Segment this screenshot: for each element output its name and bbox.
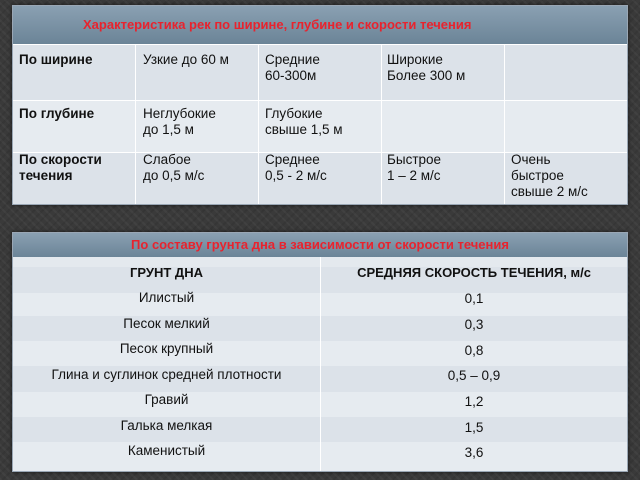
table-row-speed: 3,6 <box>464 445 484 460</box>
table-row-soil: Илистый <box>138 290 195 305</box>
table-row-soil: Глина и суглинок средней плотности <box>51 367 282 382</box>
table-row-speed: 0,8 <box>464 343 484 358</box>
table1-title: Характеристика рек по ширине, глубине и скорости течения <box>13 6 627 45</box>
cell-depth-deep: Глубокие свыше 1,5 м <box>265 106 343 137</box>
table-row-speed: 0,1 <box>464 291 484 306</box>
row-label-width: По ширине <box>19 52 93 67</box>
column-header-soil: ГРУНТ ДНА <box>130 265 203 280</box>
table-row-soil: Песок мелкий <box>123 316 210 331</box>
table-row-speed: 0,5 – 0,9 <box>447 368 501 383</box>
table-row-soil: Песок крупный <box>119 341 214 356</box>
table-row-speed: 1,2 <box>464 394 484 409</box>
cell-width-narrow: Узкие до 60 м <box>143 52 229 67</box>
cell-speed-fast: Быстрое 1 – 2 м/с <box>387 152 442 183</box>
table-row-width <box>13 45 627 100</box>
cell-width-medium: Средние 60-300м <box>265 52 320 83</box>
column-header-speed: СРЕДНЯЯ СКОРОСТЬ ТЕЧЕНИЯ, м/с <box>357 265 591 280</box>
cell-speed-slow: Слабое до 0,5 м/с <box>143 152 205 183</box>
river-characteristics-table <box>12 5 628 205</box>
table-row-speed: 1,5 <box>464 420 484 435</box>
cell-speed-very-fast: Очень быстрое свыше 2 м/с <box>511 152 588 199</box>
table-row-soil: Гравий <box>144 392 189 407</box>
table-row-soil: Галька мелкая <box>120 418 213 433</box>
table-row-speed: 0,3 <box>464 317 484 332</box>
cell-speed-medium: Среднее 0,5 - 2 м/с <box>265 152 327 183</box>
table-row-soil: Каменистый <box>127 443 206 458</box>
row-label-speed: По скорости течения <box>19 152 102 183</box>
table2-title: По составу грунта дна в зависимости от скорости течения <box>13 233 627 257</box>
cell-width-wide: Широкие Более 300 м <box>387 52 466 83</box>
cell-depth-shallow: Неглубокие до 1,5 м <box>143 106 216 137</box>
bottom-soil-table <box>12 232 628 472</box>
row-label-depth: По глубине <box>19 106 95 121</box>
